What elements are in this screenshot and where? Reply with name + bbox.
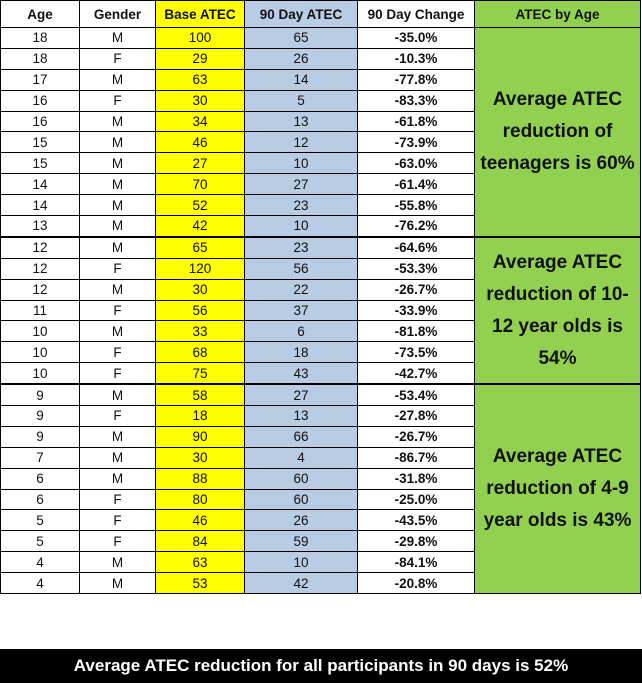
- day90-change-cell: -61.4%: [358, 174, 475, 195]
- gender-cell: F: [80, 489, 156, 510]
- day90-atec-cell: 18: [245, 342, 358, 363]
- day90-change-cell: -43.5%: [358, 510, 475, 531]
- base-atec-cell: 84: [156, 531, 245, 552]
- gender-cell: M: [80, 216, 156, 237]
- age-cell: 11: [1, 300, 80, 321]
- base-atec-cell: 120: [156, 258, 245, 279]
- base-atec-cell: 34: [156, 111, 245, 132]
- base-atec-cell: 27: [156, 153, 245, 174]
- gender-cell: M: [80, 447, 156, 468]
- day90-atec-cell: 59: [245, 531, 358, 552]
- day90-change-cell: -77.8%: [358, 69, 475, 90]
- day90-atec-cell: 6: [245, 321, 358, 342]
- age-cell: 15: [1, 153, 80, 174]
- gender-cell: F: [80, 531, 156, 552]
- age-cell: 6: [1, 468, 80, 489]
- table-row: [1, 384, 641, 405]
- day90-atec-cell: 65: [245, 28, 358, 49]
- day90-atec-cell: 13: [245, 111, 358, 132]
- day90-atec-cell: 26: [245, 48, 358, 69]
- day90-atec-cell: 5: [245, 90, 358, 111]
- base-atec-cell: 68: [156, 342, 245, 363]
- day90-atec-cell: 23: [245, 237, 358, 258]
- gender-cell: F: [80, 300, 156, 321]
- day90-atec-cell: 22: [245, 279, 358, 300]
- day90-change-cell: -26.7%: [358, 426, 475, 447]
- gender-cell: M: [80, 132, 156, 153]
- day90-change-cell: -53.3%: [358, 258, 475, 279]
- age-cell: 13: [1, 216, 80, 237]
- base-atec-cell: 63: [156, 552, 245, 573]
- day90-atec-cell: 13: [245, 406, 358, 427]
- header-row: [1, 1, 641, 28]
- day90-change-cell: -73.5%: [358, 342, 475, 363]
- day90-atec-cell: 4: [245, 447, 358, 468]
- base-atec-cell: 75: [156, 363, 245, 384]
- age-group-summary: Average ATEC reduction of teenagers is 60%: [475, 28, 641, 237]
- age-cell: 17: [1, 69, 80, 90]
- base-atec-cell: 46: [156, 132, 245, 153]
- day90-atec-cell: 26: [245, 510, 358, 531]
- gender-cell: M: [80, 28, 156, 49]
- base-atec-cell: 33: [156, 321, 245, 342]
- age-cell: 5: [1, 510, 80, 531]
- day90-atec-cell: 60: [245, 468, 358, 489]
- base-atec-cell: 100: [156, 28, 245, 49]
- base-atec-cell: 88: [156, 468, 245, 489]
- base-atec-cell: 30: [156, 90, 245, 111]
- day90-change-cell: -81.8%: [358, 321, 475, 342]
- gender-cell: M: [80, 237, 156, 258]
- table-body: [1, 28, 641, 594]
- gender-cell: F: [80, 510, 156, 531]
- gender-cell: M: [80, 321, 156, 342]
- gender-cell: M: [80, 468, 156, 489]
- gender-cell: M: [80, 111, 156, 132]
- day90-change-cell: -25.0%: [358, 489, 475, 510]
- day90-atec-cell: 23: [245, 195, 358, 216]
- gender-cell: M: [80, 69, 156, 90]
- age-cell: 9: [1, 406, 80, 427]
- day90-change-cell: -20.8%: [358, 573, 475, 594]
- day90-change-cell: -35.0%: [358, 28, 475, 49]
- age-cell: 14: [1, 195, 80, 216]
- day90-atec-header: 90 Day ATEC: [245, 1, 358, 28]
- gender-cell: M: [80, 552, 156, 573]
- day90-atec-cell: 12: [245, 132, 358, 153]
- day90-change-cell: -33.9%: [358, 300, 475, 321]
- day90-atec-cell: 43: [245, 363, 358, 384]
- day90-atec-cell: 27: [245, 384, 358, 405]
- age-cell: 16: [1, 90, 80, 111]
- gender-cell: M: [80, 195, 156, 216]
- age-cell: 14: [1, 174, 80, 195]
- age-cell: 6: [1, 489, 80, 510]
- base-atec-header: Base ATEC: [156, 1, 245, 28]
- age-cell: 12: [1, 258, 80, 279]
- day90-change-cell: -76.2%: [358, 216, 475, 237]
- day90-atec-cell: 10: [245, 153, 358, 174]
- age-header: Age: [1, 1, 80, 28]
- gender-cell: F: [80, 406, 156, 427]
- age-cell: 18: [1, 48, 80, 69]
- day90-change-cell: -10.3%: [358, 48, 475, 69]
- base-atec-cell: 18: [156, 406, 245, 427]
- gender-cell: F: [80, 258, 156, 279]
- gender-cell: F: [80, 363, 156, 384]
- gender-cell: F: [80, 90, 156, 111]
- day90-atec-cell: 42: [245, 573, 358, 594]
- day90-atec-cell: 66: [245, 426, 358, 447]
- base-atec-cell: 30: [156, 279, 245, 300]
- gender-cell: M: [80, 174, 156, 195]
- age-cell: 18: [1, 28, 80, 49]
- base-atec-cell: 30: [156, 447, 245, 468]
- age-cell: 4: [1, 573, 80, 594]
- age-cell: 9: [1, 426, 80, 447]
- day90-atec-cell: 10: [245, 216, 358, 237]
- gender-cell: M: [80, 279, 156, 300]
- age-cell: 7: [1, 447, 80, 468]
- day90-change-cell: -42.7%: [358, 363, 475, 384]
- age-group-summary: Average ATEC reduction of 4-9 year olds is 43%: [475, 384, 641, 593]
- gender-cell: M: [80, 426, 156, 447]
- base-atec-cell: 63: [156, 69, 245, 90]
- footer-summary: Average ATEC reduction for all participants in 90 days is 52%: [0, 649, 642, 683]
- day90-atec-cell: 10: [245, 552, 358, 573]
- gender-cell: F: [80, 342, 156, 363]
- day90-atec-cell: 27: [245, 174, 358, 195]
- day90-atec-cell: 56: [245, 258, 358, 279]
- age-cell: 16: [1, 111, 80, 132]
- day90-change-cell: -55.8%: [358, 195, 475, 216]
- age-cell: 10: [1, 363, 80, 384]
- base-atec-cell: 29: [156, 48, 245, 69]
- base-atec-cell: 58: [156, 384, 245, 405]
- atec-by-age-header: ATEC by Age: [475, 1, 641, 28]
- age-cell: 10: [1, 321, 80, 342]
- table-row: [1, 237, 641, 258]
- gender-cell: M: [80, 153, 156, 174]
- gender-cell: F: [80, 48, 156, 69]
- day90-change-cell: -29.8%: [358, 531, 475, 552]
- base-atec-cell: 53: [156, 573, 245, 594]
- day90-change-cell: -27.8%: [358, 406, 475, 427]
- base-atec-cell: 65: [156, 237, 245, 258]
- day90-change-cell: -73.9%: [358, 132, 475, 153]
- base-atec-cell: 70: [156, 174, 245, 195]
- day90-change-cell: -83.3%: [358, 90, 475, 111]
- base-atec-cell: 52: [156, 195, 245, 216]
- day90-change-header: 90 Day Change: [358, 1, 475, 28]
- day90-change-cell: -53.4%: [358, 384, 475, 405]
- day90-change-cell: -84.1%: [358, 552, 475, 573]
- age-cell: 12: [1, 237, 80, 258]
- base-atec-cell: 42: [156, 216, 245, 237]
- age-cell: 5: [1, 531, 80, 552]
- base-atec-cell: 56: [156, 300, 245, 321]
- day90-atec-cell: 60: [245, 489, 358, 510]
- day90-atec-cell: 14: [245, 69, 358, 90]
- age-cell: 4: [1, 552, 80, 573]
- base-atec-cell: 80: [156, 489, 245, 510]
- day90-change-cell: -86.7%: [358, 447, 475, 468]
- day90-change-cell: -61.8%: [358, 111, 475, 132]
- age-cell: 12: [1, 279, 80, 300]
- gender-header: Gender: [80, 1, 156, 28]
- gender-cell: M: [80, 384, 156, 405]
- base-atec-cell: 46: [156, 510, 245, 531]
- day90-change-cell: -26.7%: [358, 279, 475, 300]
- day90-change-cell: -63.0%: [358, 153, 475, 174]
- base-atec-cell: 90: [156, 426, 245, 447]
- table-row: [1, 28, 641, 49]
- age-group-summary: Average ATEC reduction of 10-12 year olds is 54%: [475, 237, 641, 384]
- age-cell: 15: [1, 132, 80, 153]
- day90-atec-cell: 37: [245, 300, 358, 321]
- age-cell: 10: [1, 342, 80, 363]
- age-cell: 9: [1, 384, 80, 405]
- day90-change-cell: -64.6%: [358, 237, 475, 258]
- day90-change-cell: -31.8%: [358, 468, 475, 489]
- gender-cell: M: [80, 573, 156, 594]
